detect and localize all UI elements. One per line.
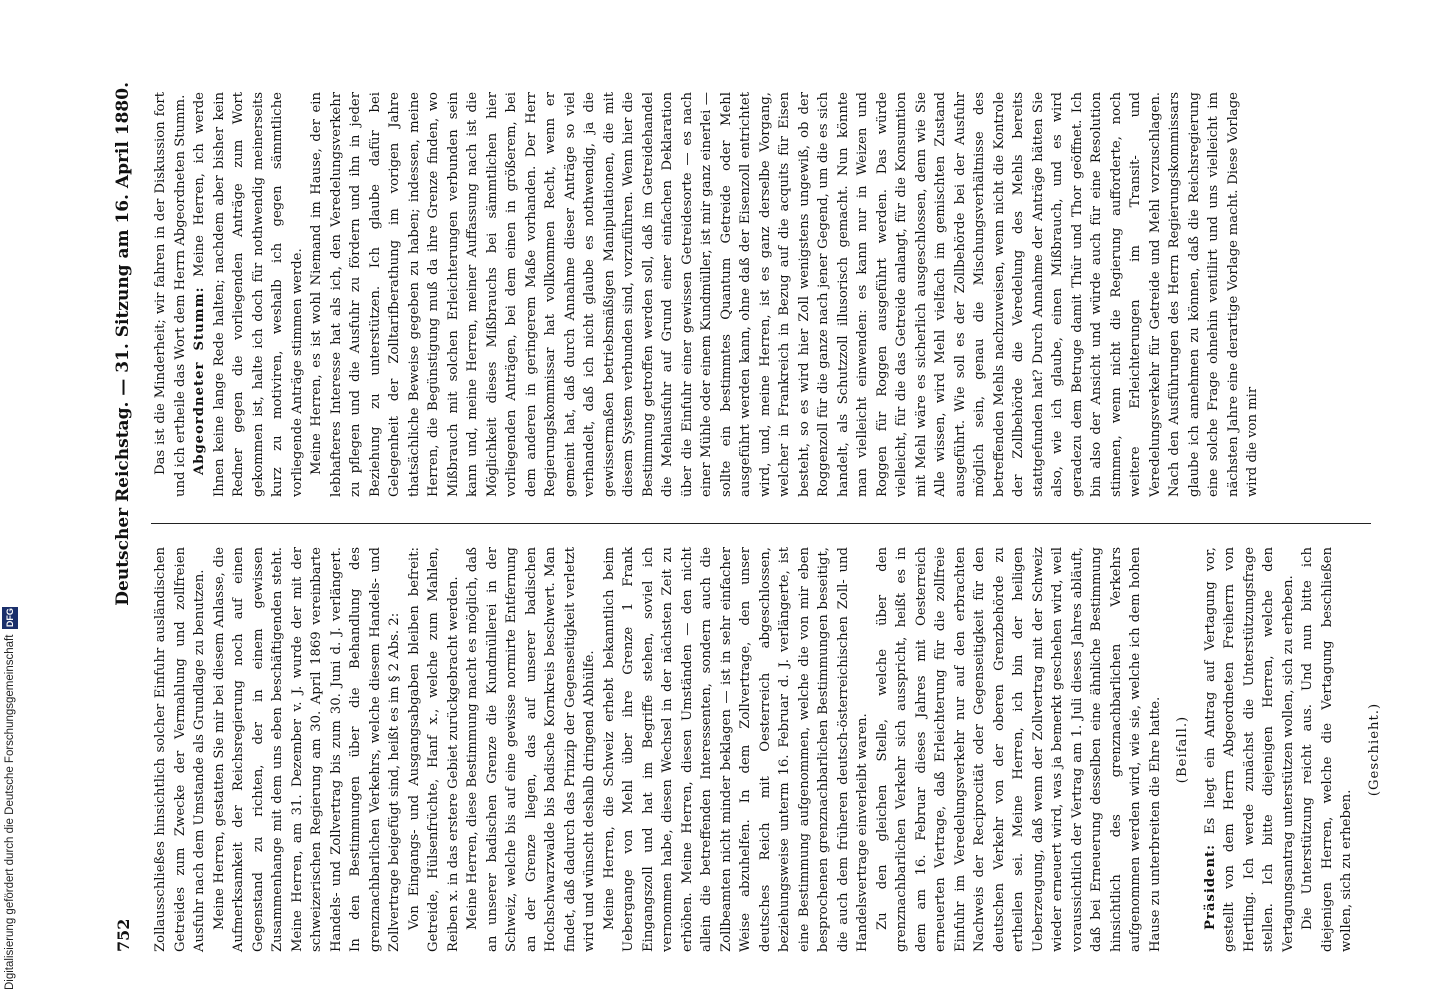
paragraph: Von Eingangs- und Ausgangsabgaben bleiben befreit: Getreide, Hülsenfrüchte, Hanf x., welche zum Mahlen, Reiben x. in das erstere Gebiet zurückgebracht werden. — [406, 547, 461, 952]
left-column — [151, 547, 1392, 952]
applause-note: (Geschieht.) — [1366, 702, 1382, 797]
right-column — [151, 92, 1263, 497]
page-title: Deutscher Reichstag. — 31. Sitzung am 16. April 1880. — [113, 82, 133, 606]
speaker-label: Abgeordneter Stumm: — [192, 286, 207, 475]
sidebar-credit-text: Digitalisierung gefördert durch die Deutsche Forschungsgemeinschaft — [4, 634, 16, 990]
paragraph: Zu den gleichen Stelle, welche über den grenznachbarlichen Verkehr sich ausspricht, heißt es in dem am 16. Februar dieses Jahres mit Oesterreich erneuerten Vertrage, daß Erleichterung für die zollfreie Einfuhr im Veredelungsverkehr nur auf den erbrachten Nachweis der Reciprocität oder Gegenseitigkeit für den deutschen Verkehr von der oberen Grenzbehörde zu ertheilen sei. Meine Herren, ich bin der heiligen Ueberzeugung, daß wenn der Zollvertrag mit der Schweiz wieder erneuert wird, was ja bemerkt geschehen wird, weil voraussichtlich der Vertrag am 1. Juli dieses Jahres abläuft, daß bei Erneuerung desselben eine ähnliche Bestimmung hinsichtlich des grenznachbarlichen Verkehrs aufgenommen werden wird, wie sie, welche ich dem hohen Hause zu unterbreiten die Ehre hatte. — [874, 547, 1163, 952]
page-header — [105, 82, 141, 952]
speech-text: Es liegt ein Antrag auf Vertagung vor, gestellt von dem Herrn Abgeordneten Freiherrn von Hertling. Ich werde zunächst die Unterstützungsfrage stellen. Ich bitte diejenigen Herren, welche den Vertagungsantrag unterstützen wollen, sich zu erheben. — [1202, 547, 1296, 952]
rotated-page-content — [105, 0, 1382, 952]
paragraph: Die Unterstützung reicht aus. Und nun bitte ich diejenigen Herren, welche die Vertagung beschließen wollen, sich zu erheben. — [1300, 547, 1354, 952]
paragraph: Zollausschließes hinsichtlich solcher Einfuhr ausländischen Getreides zum Zwecke der Vermahlung und zollfreien Ausfuhr nach dem Umstande als Grundlage zu benutzen. — [153, 547, 207, 952]
paragraph: Das ist die Minderheit; wir fahren in der Diskussion fort und ich ertheile das Wort dem Herrn Abgeordneten Stumm. — [153, 92, 188, 497]
paragraph: Meine Herren, diese Bestimmung macht es möglich, daß an unserer badischen Grenze die Kundmüllerei in der Schweiz, welche bis auf eine gewisse normirte Entfernung an der Grenze liegen, das auf unserer badischen Hochschwarzwalde bis badische Kornkreis beschwert. Man findet, daß dadurch das Prinzip der Gegenseitigkeit verletzt wird und wünscht deshalb dringend Abhülfe. — [465, 547, 597, 952]
speech-text: Meine Herren, ich werde Ihnen keine lange Rede halten; nachdem aber bisher kein Redner gegen die vorliegenden Anträge zum Wort gekommen ist, halte ich doch für nothwendig meinerseits kurz zu motiviren, weshalb ich gegen sämmtliche vorliegende Anträge stimmen werde. — [192, 92, 305, 497]
digitization-sidebar — [0, 0, 40, 1000]
speaker-paragraph — [190, 92, 307, 497]
column-divider — [151, 523, 1371, 524]
paragraph: Meine Herren, es ist wohl Niemand im Hause, der ein lebhafteres Interesse hat als ich, den Veredelungsverkehr zu pflegen und die Ausfuhr zu fördern und ihn in jeder Beziehung zu unterstützen. Ich glaube dafür bei Gelegenheit der Zolltarifberathung im vorigen Jahre thatsächliche Beweise gegeben zu haben; indessen, meine Herren, die Begünstigung muß da ihre Grenze finden, wo Mißbrauch mit solchen Erleichterungen verbunden sein kann und, meine Herren, meiner Auffassung nach ist die Möglichkeit dieses Mißbrauchs bei sämmtlichen hier vorliegenden Anträgen, bei dem einen in größerem, bei dem anderen in geringerem Maße vorhanden. Der Herr Regierungskommissar hat vollkommen Recht, wenn er gemeint hat, daß durch Annahme dieser Anträge so viel verhandelt, daß ich nicht glaube es nothwendig, ja die gewissermaßen betriebsmäßigen Manipulationen, die mit diesem System verbunden sind, vorzuführen. Wenn hier die Bestimmung getroffen werden soll, daß im Getreidehandel die Mehlausfuhr auf Grund einer einfachen Deklaration über die Einfuhr einer gewissen Getreidesorte — es nach einer Mühle oder einem Kundmüller, ist mir ganz einerlei — sollte ein bestimmtes Quantum Getreide oder Mehl ausgeführt werden kann, ohne daß der Eisenzoll entrichtet wird, und, meine Herren, ist es ganz derselbe Vorgang, welcher in Frankreich in Bezug auf die acquits für Eisen besteht, so es wird hier Zoll wenigstens ungewiß, ob der Roggenzoll für die ganze nach jener Gegend, um die es sich handelt, als Schutzzoll illusorisch gemacht. Nun könnte man vielleicht einwenden: es kann nur in Weizen und Roggen für Roggen ausgeführt werden. Das würde vielleicht, für die das Getreide anlangt, für die Konsumtion mit Mehl wäre es sicherlich ausgeschlossen, denn wie Sie Alle wissen, wird Mehl vielfach im gemischten Zustand ausgeführt. Wie soll es der Zollbehörde bei der Ausfuhr möglich sein, genau die Mischungsverhältnisse des betreffenden Mehls nachzuweisen, wenn nicht die Kontrole der Zollbehörde die Veredelung des Mehls bereits stattgefunden hat? Durch Annahme der Anträge hätten Sie also, wie ich glaube, einen Mißbrauch, und es wird geradezu dem Betruge damit Thür und Thor geöffnet. Ich bin also der Ansicht und würde auch für eine Resolution stimmen, wenn nicht die Regierung aufforderte, noch weitere Erleichterungen im Transit- und Veredelungsverkehr für Getreide und Mehl vorzuschlagen. Nach den Ausführungen des Herrn Regierungskommissars glaube ich annehmen zu können, daß die Reichsregierung eine solche Frage ohnehin ventilirt und uns vielleicht im nächsten Jahre eine derartige Vorlage macht. Diese Vorlage wird die von mir — [309, 92, 1260, 497]
applause-note: (Beifall.) — [1175, 715, 1190, 784]
paragraph: Meine Herren, gestatten Sie mir bei diesem Anlasse, die Aufmerksamkeit der Reichsregierung noch auf einen Gegenstand zu richten, der in einem gewissen Zusammenhange mit dem uns eben beschäftigenden steht. Meine Herren, am 31. Dezember v. J. wurde der mit der schweizerischen Regierung am 30. April 1869 vereinbarte Handels- und Zollvertrag bis zum 30. Juni d. J. verlängert. In den Bestimmungen über die Behandlung des grenznachbarlichen Verkehrs, welche diesem Handels- und Zollvertrage beigefügt sind, heißt es im § 2 Abs. 2: — [211, 547, 402, 952]
sidebar-credit — [2, 30, 18, 990]
paragraph: Meine Herren, die Schweiz erhebt bekanntlich beim Uebergange von Mehl über ihre Grenze 1 Frank Eingangszoll und hat im Begriffe stehen, soviel ich vernommen habe, diesen Wechsel in der nächsten Zeit zu erhöhen. Meine Herren, diesen Umständen — den nicht allein die betreffenden Interessenten, sondern auch die Zollbeamten nicht minder beklagen — ist in sehr einfacher Weise abzuhelfen. In dem Zollvertrage, den unser deutsches Reich mit Oesterreich abgeschlossen, beziehungsweise unterm 16. Februar d. J. verlängerte, ist eine Bestimmung aufgenommen, welche die von mir eben besprochenen grenznachbarlichen Bestimmungen beseitigt, die auch dem früheren deutsch-österreichischen Zoll- und Handelsvertrage einverleibt waren. — [601, 547, 870, 952]
speaker-label: Präsident: — [1202, 843, 1218, 930]
president-paragraph — [1201, 547, 1299, 952]
dfg-logo-icon: DFG — [2, 607, 18, 629]
page-number: 752 — [113, 918, 133, 952]
